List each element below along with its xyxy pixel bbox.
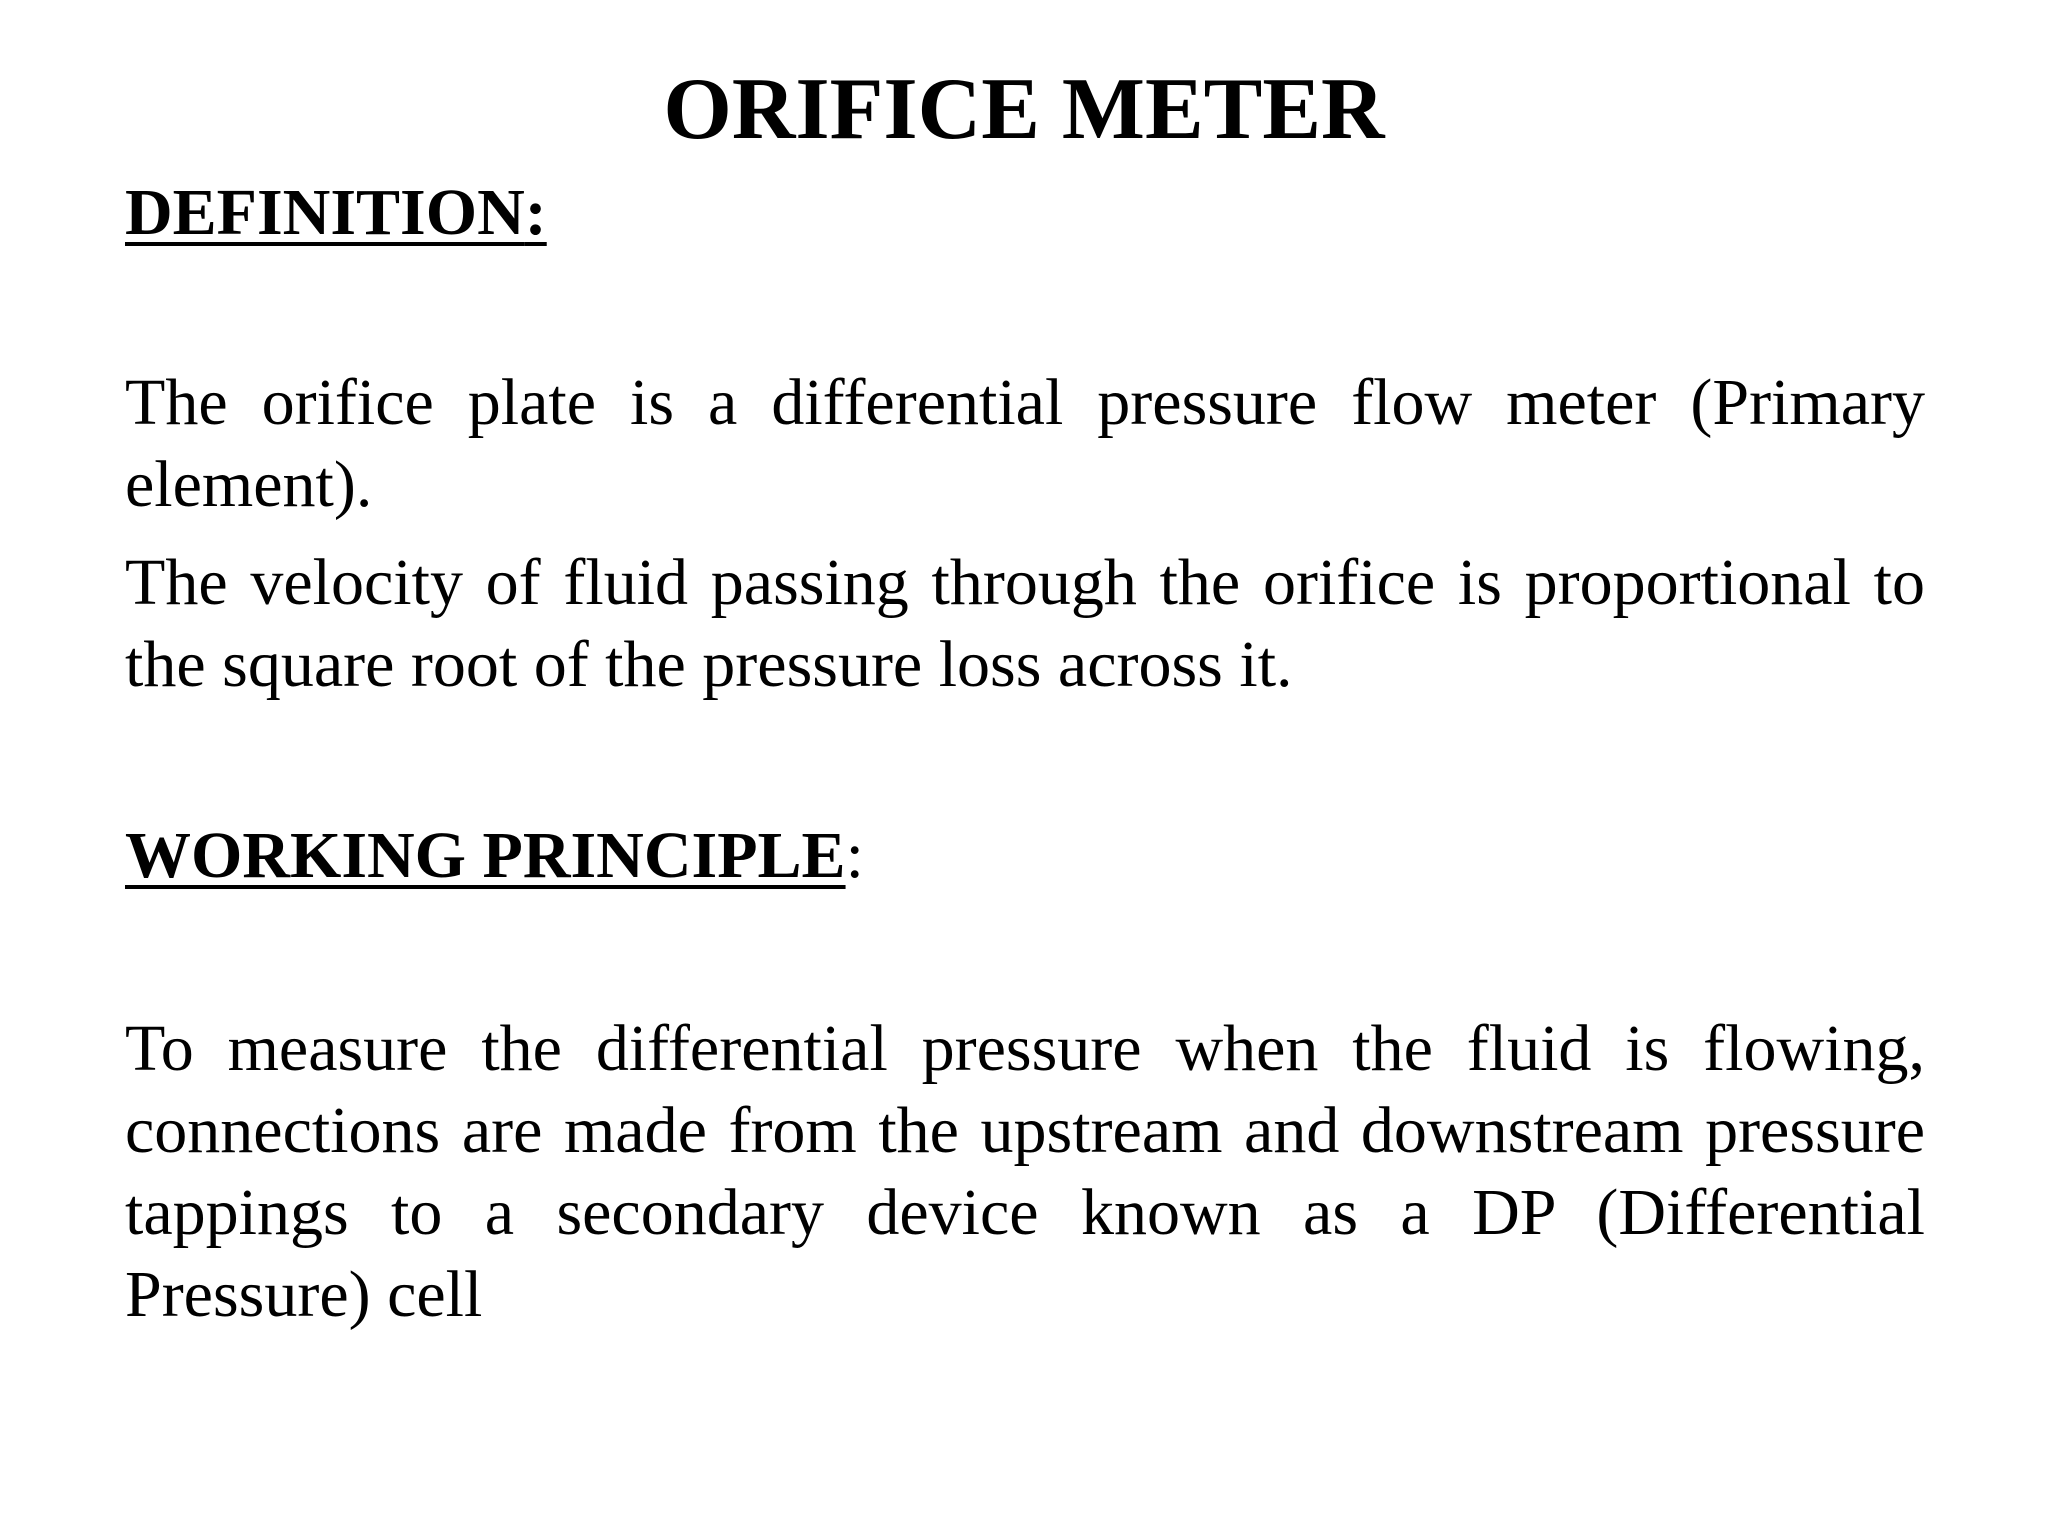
definition-heading <box>125 175 547 251</box>
working-principle-heading <box>125 818 864 894</box>
working-principle-heading-colon: : <box>845 819 864 892</box>
slide-title: ORIFICE METER <box>663 61 1385 158</box>
definition-heading-colon: : <box>524 176 547 249</box>
definition-paragraph-1: The orifice plate is a differential pressure flow meter (Primary element). <box>125 366 1925 521</box>
definition-paragraph-2: The velocity of fluid passing through the orifice is proportional to the square root of the pressure loss across it. <box>125 546 1925 701</box>
working-principle-heading-text: WORKING PRINCIPLE <box>125 819 846 892</box>
working-principle-paragraph: To measure the differential pressure when the fluid is flowing, connections are made from the upstream and downstream pressure tappings to a secondary device known as a DP (Differential Pressure) cell <box>125 1012 1925 1331</box>
definition-heading-text: DEFINITION <box>125 176 525 249</box>
